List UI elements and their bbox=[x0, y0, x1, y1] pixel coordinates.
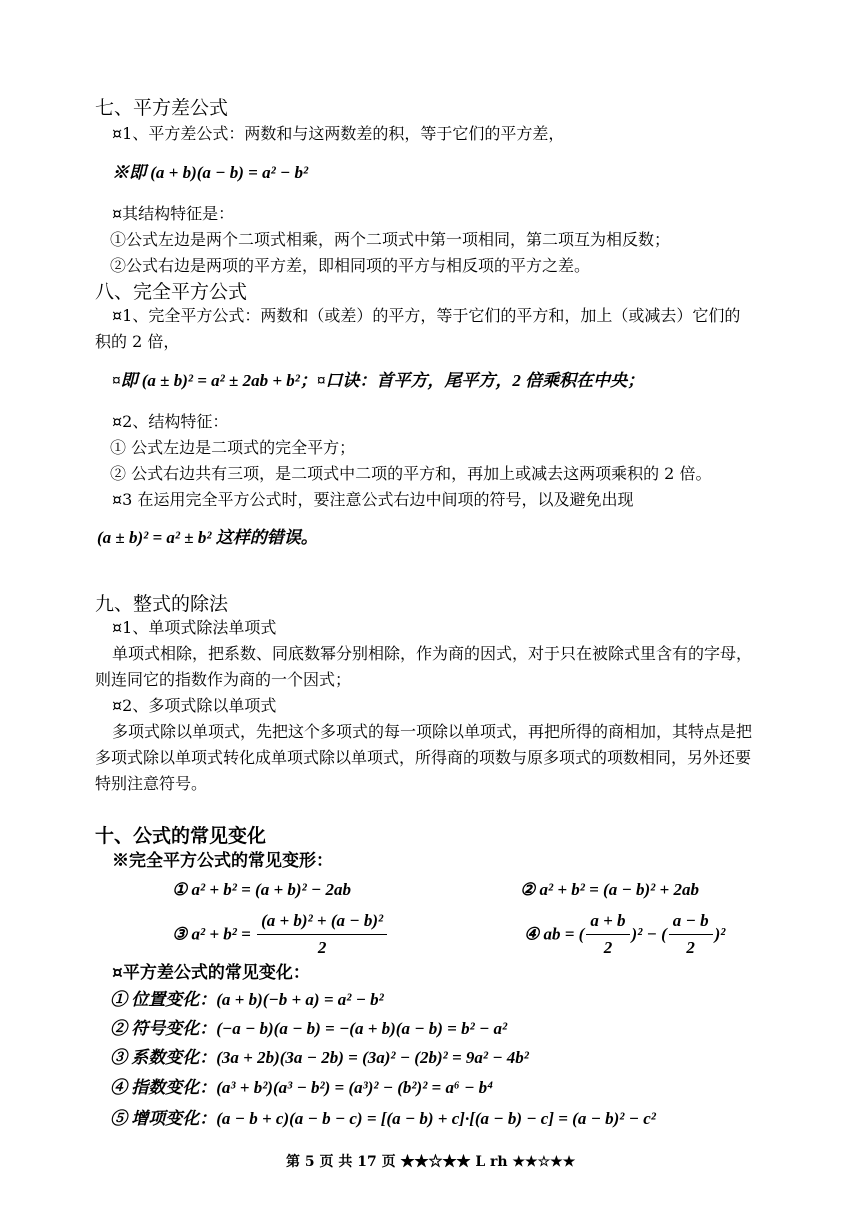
section-7-structure-1: ①公式左边是两个二项式相乘，两个二项式中第一项相同，第二项互为相反数； bbox=[110, 230, 671, 249]
variation-exponent: ④ 指数变化：(a³ + b²)(a³ − b²) = (a³)² − (b²)² = a⁶ − b⁴ bbox=[110, 1078, 494, 1097]
section-9-title: 九、整式的除法 bbox=[95, 593, 229, 615]
section-7-definition: ¤1、平方差公式：两数和与这两数差的积，等于它们的平方差， bbox=[112, 124, 565, 143]
section-10-sub-2: ¤平方差公式的常见变化： bbox=[112, 963, 310, 983]
section-8-structure-2: ② 公式右边共有三项，是二项式中二项的平方和，再加上或减去这两项乘积的 2 倍。 bbox=[110, 464, 712, 483]
variant-formula-4 bbox=[524, 910, 725, 959]
variant-formula-4-denominator-1: 2 bbox=[603, 938, 613, 957]
variant-formula-3-denominator: 2 bbox=[317, 938, 327, 957]
variant-formula-1: ① a² + b² = (a + b)² − 2ab bbox=[172, 880, 351, 899]
section-9-sub-1: ¤1、单项式除法单项式 bbox=[112, 618, 277, 637]
variant-formula-3-lhs: ③ a² + b² = bbox=[172, 924, 251, 944]
variant-formula-3-fraction bbox=[257, 910, 387, 959]
section-9-para-2-line-1: 多项式除以单项式，先把这个多项式的每一项除以单项式，再把所得的商相加，其特点是把 bbox=[112, 722, 753, 741]
section-8-definition-line-2: 积的 2 倍， bbox=[95, 332, 180, 351]
variation-position: ① 位置变化：(a + b)(−b + a) = a² − b² bbox=[110, 990, 384, 1009]
section-8-structure-heading: ¤2、结构特征： bbox=[112, 412, 229, 431]
variant-formula-4-denominator-2: 2 bbox=[686, 938, 695, 957]
section-7-structure-heading: ¤其结构特征是： bbox=[112, 204, 235, 223]
perfect-square-formula: ¤即 (a ± b)² = a² ± 2ab + b²；¤口诀：首平方，尾平方，2 倍乘积在中央； bbox=[112, 371, 645, 390]
variant-formula-4-end: )² bbox=[714, 924, 726, 944]
section-9-para-1-line-1: 单项式相除，把系数、同底数幂分别相除，作为商的因式，对于只在被除式里含有的字母， bbox=[112, 644, 753, 663]
variation-added-term: ⑤ 增项变化：(a − b + c)(a − b − c) = [(a − b) + c]·[(a − b) − c] = (a − b)² − c² bbox=[110, 1109, 656, 1128]
variant-formula-4-numerator-1: a + b bbox=[586, 910, 629, 935]
difference-of-squares-formula: ※即 (a + b)(a − b) = a² − b² bbox=[112, 163, 309, 182]
variant-formula-2: ② a² + b² = (a − b)² + 2ab bbox=[520, 880, 699, 899]
section-8-note: ¤3 在运用完全平方公式时，要注意公式右边中间项的符号，以及避免出现 bbox=[112, 490, 634, 509]
section-10-sub-1: ※完全平方公式的常见变形： bbox=[112, 851, 333, 871]
common-mistake-formula: (a ± b)² = a² ± b² 这样的错误。 bbox=[97, 528, 318, 547]
variation-sign: ② 符号变化：(−a − b)(a − b) = −(a + b)(a − b) = b² − a² bbox=[110, 1019, 508, 1038]
variant-formula-3 bbox=[172, 910, 389, 959]
variant-formula-4-fraction-1 bbox=[586, 910, 629, 959]
section-8-definition-line-1: ¤1、完全平方公式：两数和（或差）的平方，等于它们的平方和，加上（或减去）它们的 bbox=[112, 306, 741, 325]
variant-formula-4-middle: )² − ( bbox=[631, 924, 667, 944]
section-8-title: 八、完全平方公式 bbox=[95, 281, 248, 303]
section-9-para-2-line-2: 多项式除以单项式转化成单项式除以单项式，所得商的项数与原多项式的项数相同，另外还要 bbox=[95, 748, 752, 767]
variant-formula-3-numerator: (a + b)² + (a − b)² bbox=[257, 910, 387, 935]
section-9-sub-2: ¤2、多项式除以单项式 bbox=[112, 696, 277, 715]
variant-formula-4-fraction-2 bbox=[669, 910, 713, 959]
variant-formula-4-numerator-2: a − b bbox=[669, 910, 713, 935]
section-10-title: 十、公式的常见变化 bbox=[95, 825, 267, 847]
variation-coefficient: ③ 系数变化：(3a + 2b)(3a − 2b) = (3a)² − (2b)² = 9a² − 4b² bbox=[110, 1048, 529, 1067]
section-7-title: 七、平方差公式 bbox=[95, 97, 229, 119]
section-8-structure-1: ① 公式左边是二项式的完全平方； bbox=[110, 438, 356, 457]
section-9-para-1-line-2: 则连同它的指数作为商的一个因式； bbox=[95, 670, 352, 689]
section-9-para-2-line-3: 特别注意符号。 bbox=[95, 774, 208, 793]
page-footer: 第 5 页 共 17 页 ★★☆★★ L rh ★★☆★★ bbox=[286, 1154, 576, 1170]
variant-formula-4-lhs: ④ ab = ( bbox=[524, 924, 585, 944]
section-7-structure-2: ②公式右边是两项的平方差，即相同项的平方与相反项的平方之差。 bbox=[110, 256, 591, 275]
